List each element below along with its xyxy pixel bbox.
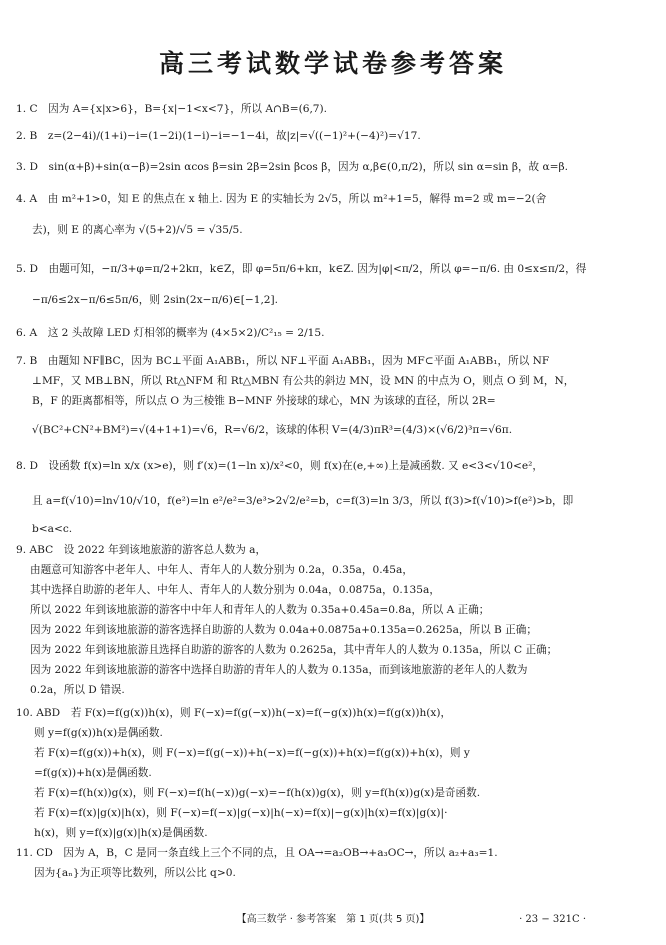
answer-line: B，F 的距离都相等，所以点 O 为三棱锥 B−MNF 外接球的球心，MN 为该球的直径，所以 2R= xyxy=(32,395,496,407)
answer-line: 其中选择自助游的老年人、中年人、青年人的人数分别为 0.04a，0.0875a，0.135a， xyxy=(30,584,440,596)
answer-line: 3. D sin(α+β)+sin(α−β)=2sin αcos β=sin 2β=2sin βcos β，因为 α,β∈(0,π/2)，所以 sin α=sin β，故 α=β. xyxy=(16,161,569,173)
answer-line: 5. D 由题可知，−π/3+φ=π/2+2kπ，k∈Z，即 φ=5π/6+kπ，k∈Z. 因为|φ|<π/2，所以 φ=−π/6. 由 0≤x≤π/2，得 xyxy=(16,263,587,275)
answer-line: 若 F(x)=f(h(x))g(x)，则 F(−x)=f(h(−x))g(−x)=−f(h(x))g(x)，则 y=f(h(x))g(x)是奇函数. xyxy=(34,787,481,799)
answer-line: b<a<c. xyxy=(32,523,73,535)
answer-line: 因为 2022 年到该地旅游的游客选择自助游的人数为 0.04a+0.0875a+0.135a=0.2625a，所以 B 正确； xyxy=(30,624,537,636)
answer-line: √(BC²+CN²+BM²)=√(4+1+1)=√6，R=√6/2，该球的体积 V=(4/3)πR³=(4/3)×(√6/2)³π=√6π. xyxy=(32,424,513,436)
answer-line: 由题意可知游客中老年人、中年人、青年人的人数分别为 0.2a，0.35a，0.45a， xyxy=(30,564,413,576)
answer-line: 则 y=f(g(x))h(x)是偶函数. xyxy=(34,727,163,739)
answer-line: 7. B 由题知 NF∥BC，因为 BC⊥平面 A₁ABB₁，所以 NF⊥平面 A₁ABB₁，因为 MF⊂平面 A₁ABB₁，所以 NF xyxy=(16,355,550,367)
answer-line: 因为 2022 年到该地旅游的游客中选择自助游的青年人的人数为 0.135a，而到该地旅游的老年人的人数为 xyxy=(30,664,528,676)
answer-line: 去)，则 E 的离心率为 √(5+2)/√5 = √35/5. xyxy=(32,224,243,236)
answer-line: −π/6≤2x−π/6≤5π/6，则 2sin(2x−π/6)∈[−1,2]. xyxy=(32,294,279,306)
answer-line: 若 F(x)=f(g(x))+h(x)，则 F(−x)=f(g(−x))+h(−x)=f(−g(x))+h(x)=f(g(x))+h(x)，则 y xyxy=(34,747,470,759)
answer-line: 2. B z=(2−4i)/(1+i)−i=(1−2i)(1−i)−i=−1−4i，故|z|=√((−1)²+(−4)²)=√17. xyxy=(16,130,421,142)
footer-paper-code: · 23 − 321C · xyxy=(519,914,586,925)
answer-line: 6. A 这 2 头故障 LED 灯相邻的概率为 (4×5×2)/C²₁₅ = 2/15. xyxy=(16,327,325,339)
answer-line: ⊥MF，又 MB⊥BN，所以 Rt△NFM 和 Rt△MBN 有公共的斜边 MN，设 MN 的中点为 O，则点 O 到 M，N， xyxy=(32,375,575,387)
answer-line: 1. C 因为 A={x|x>6}，B={x|−1<x<7}，所以 A∩B=(6,7). xyxy=(16,103,328,115)
answer-line: h(x)，则 y=f(x)|g(x)|h(x)是偶函数. xyxy=(34,827,208,839)
answer-line: 9. ABC 设 2022 年到该地旅游的游客总人数为 a， xyxy=(16,544,267,556)
answer-line: 因为 2022 年到该地旅游且选择自助游的游客的人数为 0.2625a，其中青年人的人数为 0.135a，所以 C 正确； xyxy=(30,644,558,656)
page-title: 高三考试数学试卷参考答案 xyxy=(158,49,507,78)
answer-line: 11. CD 因为 A，B，C 是同一条直线上三个不同的点，且 OA→=a₂OB→+a₃OC→，所以 a₂+a₃=1. xyxy=(16,847,498,859)
answer-line: 且 a=f(√10)=ln√10/√10，f(e²)=ln e²/e²=3/e³>2√2/e²=b，c=f(3)=ln 3/3，所以 f(3)>f(√10)>f(e²)>b，即 xyxy=(32,495,574,507)
answer-line: 8. D 设函数 f(x)=ln x/x (x>e)，则 f′(x)=(1−ln x)/x²<0，则 f(x)在(e,+∞)上是减函数. 又 e<3<√10<e²， xyxy=(16,460,543,472)
answer-line: 因为{aₙ}为正项等比数列，所以公比 q>0. xyxy=(34,867,236,879)
answer-line: 所以 2022 年到该地旅游的游客中中年人和青年人的人数为 0.35a+0.45a=0.8a，所以 A 正确； xyxy=(30,604,490,616)
footer-page-info: 【高三数学 · 参考答案 第 1 页(共 5 页)】 xyxy=(236,914,430,925)
answer-line: 若 F(x)=f(x)|g(x)|h(x)，则 F(−x)=f(−x)|g(−x)|h(−x)=f(x)|−g(x)|h(x)=f(x)|g(x)|· xyxy=(34,807,448,819)
answer-line: 0.2a，所以 D 错误. xyxy=(30,684,125,696)
answer-line: 4. A 由 m²+1>0，知 E 的焦点在 x 轴上. 因为 E 的实轴长为 2√5，所以 m²+1=5，解得 m=2 或 m=−2(舍 xyxy=(16,193,547,205)
answer-line: 10. ABD 若 F(x)=f(g(x))h(x)，则 F(−x)=f(g(−x))h(−x)=f(−g(x))h(x)=f(g(x))h(x)， xyxy=(16,707,452,719)
answer-line: =f(g(x))+h(x)是偶函数. xyxy=(34,767,152,779)
